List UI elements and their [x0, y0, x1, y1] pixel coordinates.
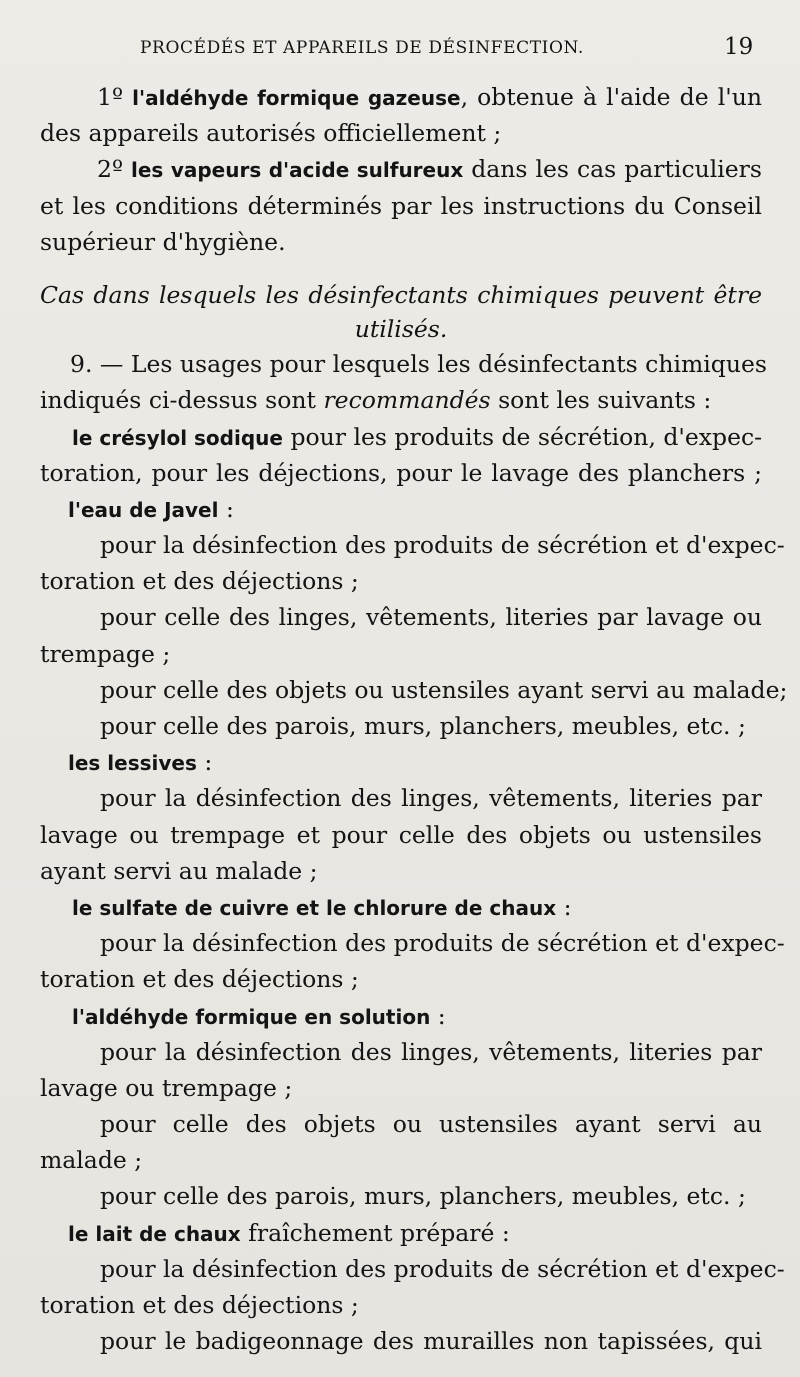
text-line: 1º l'aldéhyde formique gazeuse, obtenue à l'aide de l'un	[97, 83, 762, 111]
text-line: pour celle des parois, murs, planchers, meubles, etc. ;	[100, 712, 746, 740]
text-line: pour le badigeonnage des murailles non tapissées, qui	[100, 1327, 762, 1356]
text-line: pour celle des linges, vêtements, literies par lavage ou	[100, 603, 762, 632]
section-heading-cont: utilisés.	[354, 315, 448, 344]
text-line: 9. — Les usages pour lesquels les désinfectants chimiques	[70, 350, 767, 379]
text-line: supérieur d'hygiène.	[40, 227, 286, 256]
text-line: pour la désinfection des produits de sécrétion et d'expec-	[100, 1254, 785, 1283]
text-line: indiqués ci-dessus sont recommandés sont les suivants :	[40, 386, 712, 415]
spacer	[40, 260, 762, 277]
text-line: l'eau de Javel :	[68, 494, 234, 523]
text-line: toration et des déjections ;	[40, 965, 359, 994]
text-line: trempage ;	[40, 639, 171, 668]
text-line: 2º les vapeurs d'acide sulfureux dans les cas particuliers	[97, 155, 762, 184]
text-line: le lait de chaux fraîchement préparé :	[68, 1218, 510, 1247]
text-line: lavage ou trempage et pour celle des objets ou ustensiles	[40, 820, 762, 849]
text-line: le sulfate de cuivre et le chlorure de chaux :	[72, 892, 572, 921]
running-head: PROCÉDÉS ET APPAREILS DE DÉSINFECTION.	[140, 38, 584, 58]
text-line: malade ;	[40, 1146, 143, 1175]
page-number: 19	[724, 34, 754, 60]
text-line: pour celle des objets ou ustensiles ayant servi au malade;	[100, 675, 788, 704]
text-line: toration et des déjections ;	[40, 1291, 359, 1319]
text-line: les lessives :	[68, 748, 213, 777]
section-heading: Cas dans lesquels les désinfectants chimiques peuvent être	[40, 280, 762, 309]
text-line: toration, pour les déjections, pour le lavage des planchers ;	[40, 458, 762, 487]
text-line: pour celle des objets ou ustensiles ayant servi au	[100, 1110, 762, 1139]
text-line: pour la désinfection des produits de sécrétion et d'expec-	[100, 531, 785, 560]
text-line: pour la désinfection des linges, vêtements, literies par	[100, 1037, 762, 1066]
text-line: pour celle des parois, murs, planchers, meubles, etc. ;	[100, 1182, 746, 1211]
text-line: pour la désinfection des produits de sécrétion et d'expec-	[100, 929, 785, 958]
text-line: lavage ou trempage ;	[40, 1073, 293, 1102]
text-line: pour la désinfection des linges, vêtements, literies par	[100, 784, 762, 813]
text-line: ayant servi au malade ;	[40, 856, 318, 885]
page-body	[40, 79, 788, 1359]
text-line: et les conditions déterminés par les instructions du Conseil	[40, 191, 762, 220]
text-line: toration et des déjections ;	[40, 567, 359, 596]
page-header	[0, 34, 800, 64]
text-line: des appareils autorisés officiellement ;	[40, 119, 502, 148]
text-line: le crésylol sodique pour les produits de sécrétion, d'expec-	[72, 422, 763, 451]
text-line: l'aldéhyde formique en solution :	[72, 1001, 446, 1030]
